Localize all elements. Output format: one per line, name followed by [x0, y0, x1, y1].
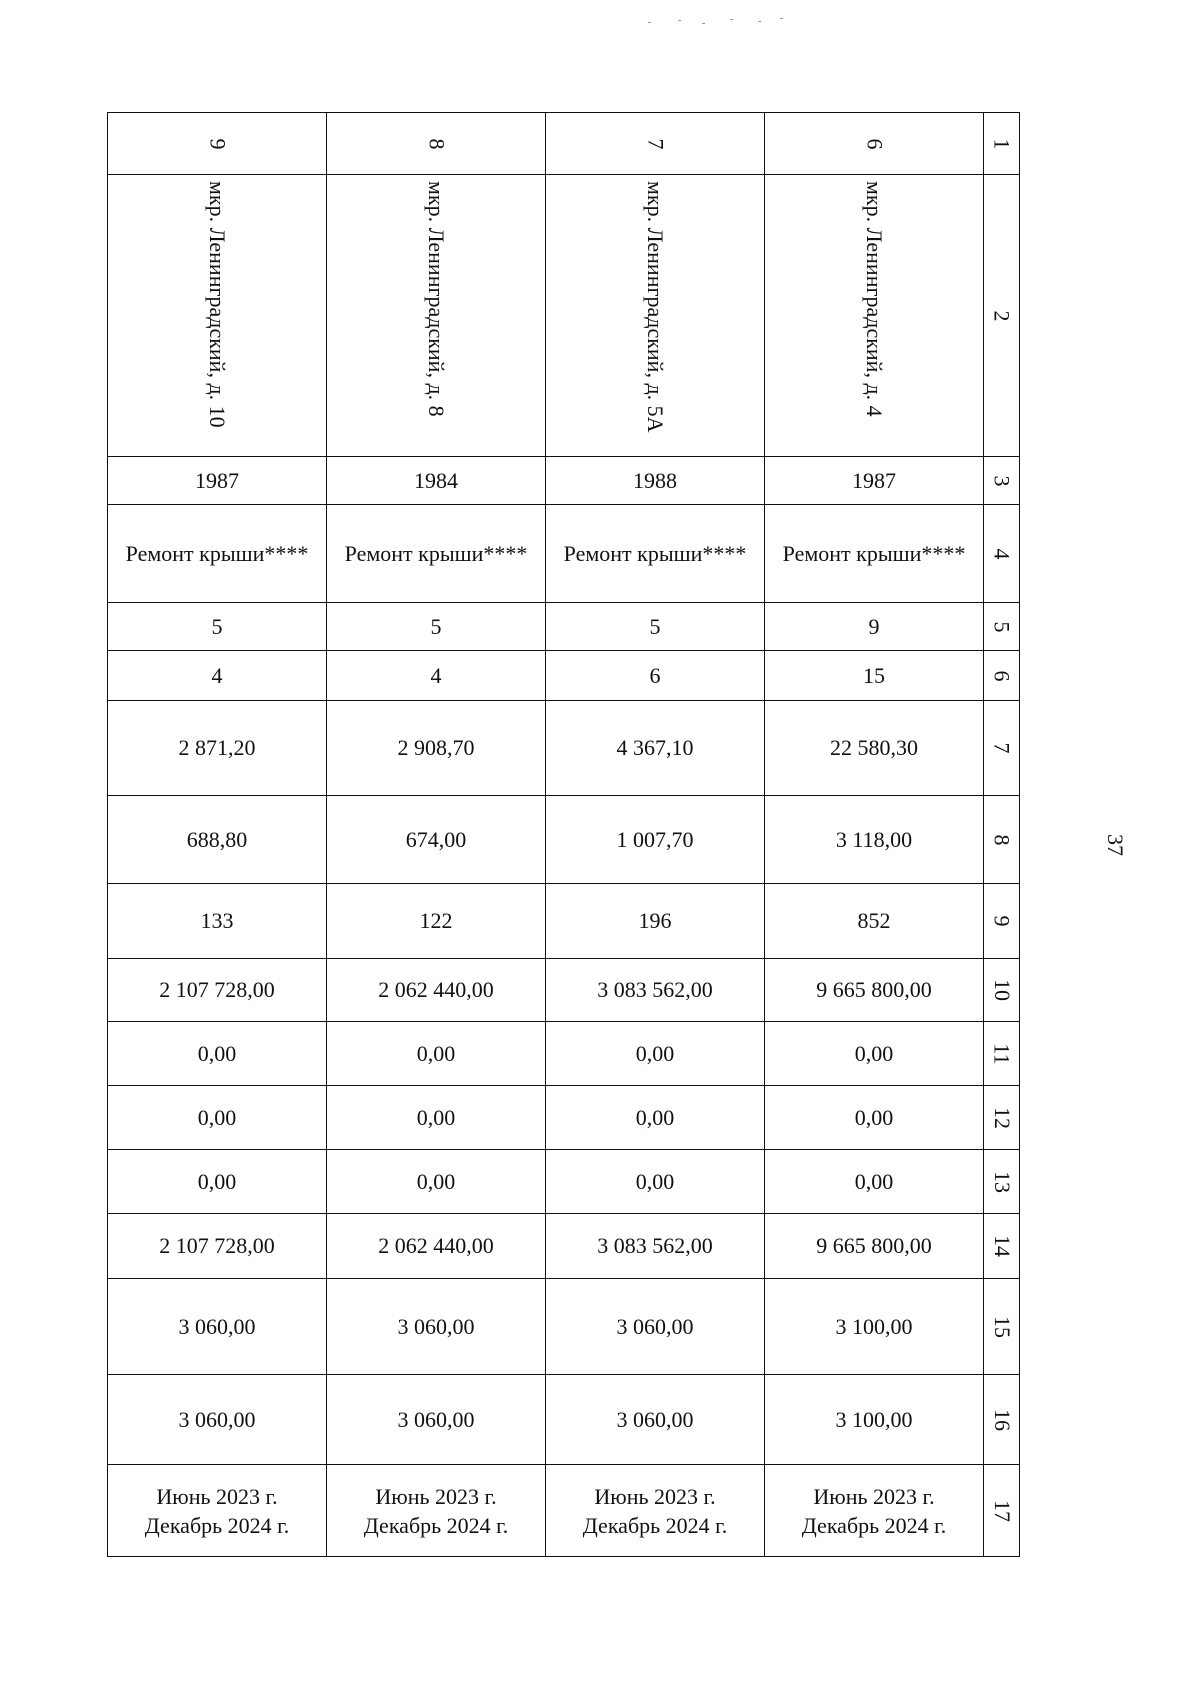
table-cell: 0,00 [546, 1022, 765, 1086]
row-number: 12 [984, 1086, 1020, 1150]
table-cell: 6 [765, 113, 984, 175]
row-number: 9 [984, 884, 1020, 959]
table-cell: 0,00 [765, 1022, 984, 1086]
table-cell: 1987 [108, 457, 327, 505]
date-cell: Июнь 2023 г. Декабрь 2024 г. [327, 1465, 546, 1557]
row-number: 11 [984, 1022, 1020, 1086]
table-cell: 852 [765, 884, 984, 959]
row-number: 14 [984, 1214, 1020, 1279]
row-number: 6 [984, 651, 1020, 701]
table-cell: 3 100,00 [765, 1279, 984, 1375]
table-row [108, 505, 1020, 603]
table-row [108, 651, 1020, 701]
table-row [108, 175, 1020, 457]
table-cell: 2 062 440,00 [327, 1214, 546, 1279]
table-cell: 2 107 728,00 [108, 1214, 327, 1279]
table-cell: Ремонт крыши**** [546, 505, 765, 603]
row-number: 3 [984, 457, 1020, 505]
table-row [108, 1279, 1020, 1375]
table-cell: 1988 [546, 457, 765, 505]
table-cell: 674,00 [327, 796, 546, 884]
row-number: 1 [984, 113, 1020, 175]
table-cell: 0,00 [546, 1150, 765, 1214]
address-cell: мкр. Ленинградский, д. 8 [327, 175, 546, 457]
table-cell: Ремонт крыши**** [765, 505, 984, 603]
table-cell: 8 [327, 113, 546, 175]
table-cell: 3 100,00 [765, 1375, 984, 1465]
table-cell: 688,80 [108, 796, 327, 884]
table-row [108, 1022, 1020, 1086]
table-cell: 133 [108, 884, 327, 959]
table-cell: 196 [546, 884, 765, 959]
table-cell: 0,00 [327, 1022, 546, 1086]
table-cell: 3 060,00 [546, 1375, 765, 1465]
table-cell: 2 107 728,00 [108, 959, 327, 1022]
table-row [108, 1150, 1020, 1214]
table-row [108, 959, 1020, 1022]
date-cell: Июнь 2023 г. Декабрь 2024 г. [108, 1465, 327, 1557]
table-cell: 6 [546, 651, 765, 701]
table-cell: 5 [546, 603, 765, 651]
table-cell: 5 [108, 603, 327, 651]
table-row [108, 796, 1020, 884]
page-number: 37 [1103, 834, 1128, 856]
table-cell: 0,00 [765, 1086, 984, 1150]
table-cell: 1987 [765, 457, 984, 505]
address-cell: мкр. Ленинградский, д. 10 [108, 175, 327, 457]
table-cell: 3 060,00 [546, 1279, 765, 1375]
table-cell: Ремонт крыши**** [327, 505, 546, 603]
table-cell: 5 [327, 603, 546, 651]
table-cell: 15 [765, 651, 984, 701]
table-cell: 0,00 [327, 1086, 546, 1150]
row-number: 15 [984, 1279, 1020, 1375]
table-cell: 7 [546, 113, 765, 175]
table-cell: 0,00 [108, 1022, 327, 1086]
table-cell: 4 [108, 651, 327, 701]
table-row [108, 884, 1020, 959]
table-cell: 4 367,10 [546, 701, 765, 796]
repair-schedule-table [107, 112, 1020, 1557]
table-cell: 0,00 [546, 1086, 765, 1150]
scan-specks [640, 16, 800, 28]
table-row [108, 1086, 1020, 1150]
table-row [108, 1465, 1020, 1557]
table-cell: 0,00 [765, 1150, 984, 1214]
table-row [108, 701, 1020, 796]
table-cell: 9 665 800,00 [765, 1214, 984, 1279]
table-cell: 3 060,00 [327, 1279, 546, 1375]
row-number: 7 [984, 701, 1020, 796]
date-cell: Июнь 2023 г. Декабрь 2024 г. [765, 1465, 984, 1557]
table-cell: 9 [765, 603, 984, 651]
address-cell: мкр. Ленинградский, д. 5А [546, 175, 765, 457]
row-number: 8 [984, 796, 1020, 884]
row-number: 2 [984, 175, 1020, 457]
row-number: 13 [984, 1150, 1020, 1214]
table-cell: 9 665 800,00 [765, 959, 984, 1022]
table-cell: 3 060,00 [108, 1279, 327, 1375]
table-row [108, 1214, 1020, 1279]
row-number: 17 [984, 1465, 1020, 1557]
table-cell: 1 007,70 [546, 796, 765, 884]
table-cell: 1984 [327, 457, 546, 505]
row-number: 10 [984, 959, 1020, 1022]
table-cell: 9 [108, 113, 327, 175]
address-cell: мкр. Ленинградский, д. 4 [765, 175, 984, 457]
table-row [108, 1375, 1020, 1465]
table-cell: 0,00 [327, 1150, 546, 1214]
table-row [108, 113, 1020, 175]
date-cell: Июнь 2023 г. Декабрь 2024 г. [546, 1465, 765, 1557]
table-cell: 0,00 [108, 1086, 327, 1150]
table-cell: 2 908,70 [327, 701, 546, 796]
table-cell: 22 580,30 [765, 701, 984, 796]
row-number: 4 [984, 505, 1020, 603]
table-cell: 0,00 [108, 1150, 327, 1214]
table-cell: 3 083 562,00 [546, 1214, 765, 1279]
table-cell: 3 060,00 [327, 1375, 546, 1465]
table-cell: 3 060,00 [108, 1375, 327, 1465]
table-cell: 4 [327, 651, 546, 701]
table-cell: 3 118,00 [765, 796, 984, 884]
table-row [108, 457, 1020, 505]
table-cell: 2 871,20 [108, 701, 327, 796]
row-number: 5 [984, 603, 1020, 651]
table-cell: 3 083 562,00 [546, 959, 765, 1022]
table-cell: 2 062 440,00 [327, 959, 546, 1022]
row-number: 16 [984, 1375, 1020, 1465]
table-row [108, 603, 1020, 651]
table-cell: 122 [327, 884, 546, 959]
table-cell: Ремонт крыши**** [108, 505, 327, 603]
